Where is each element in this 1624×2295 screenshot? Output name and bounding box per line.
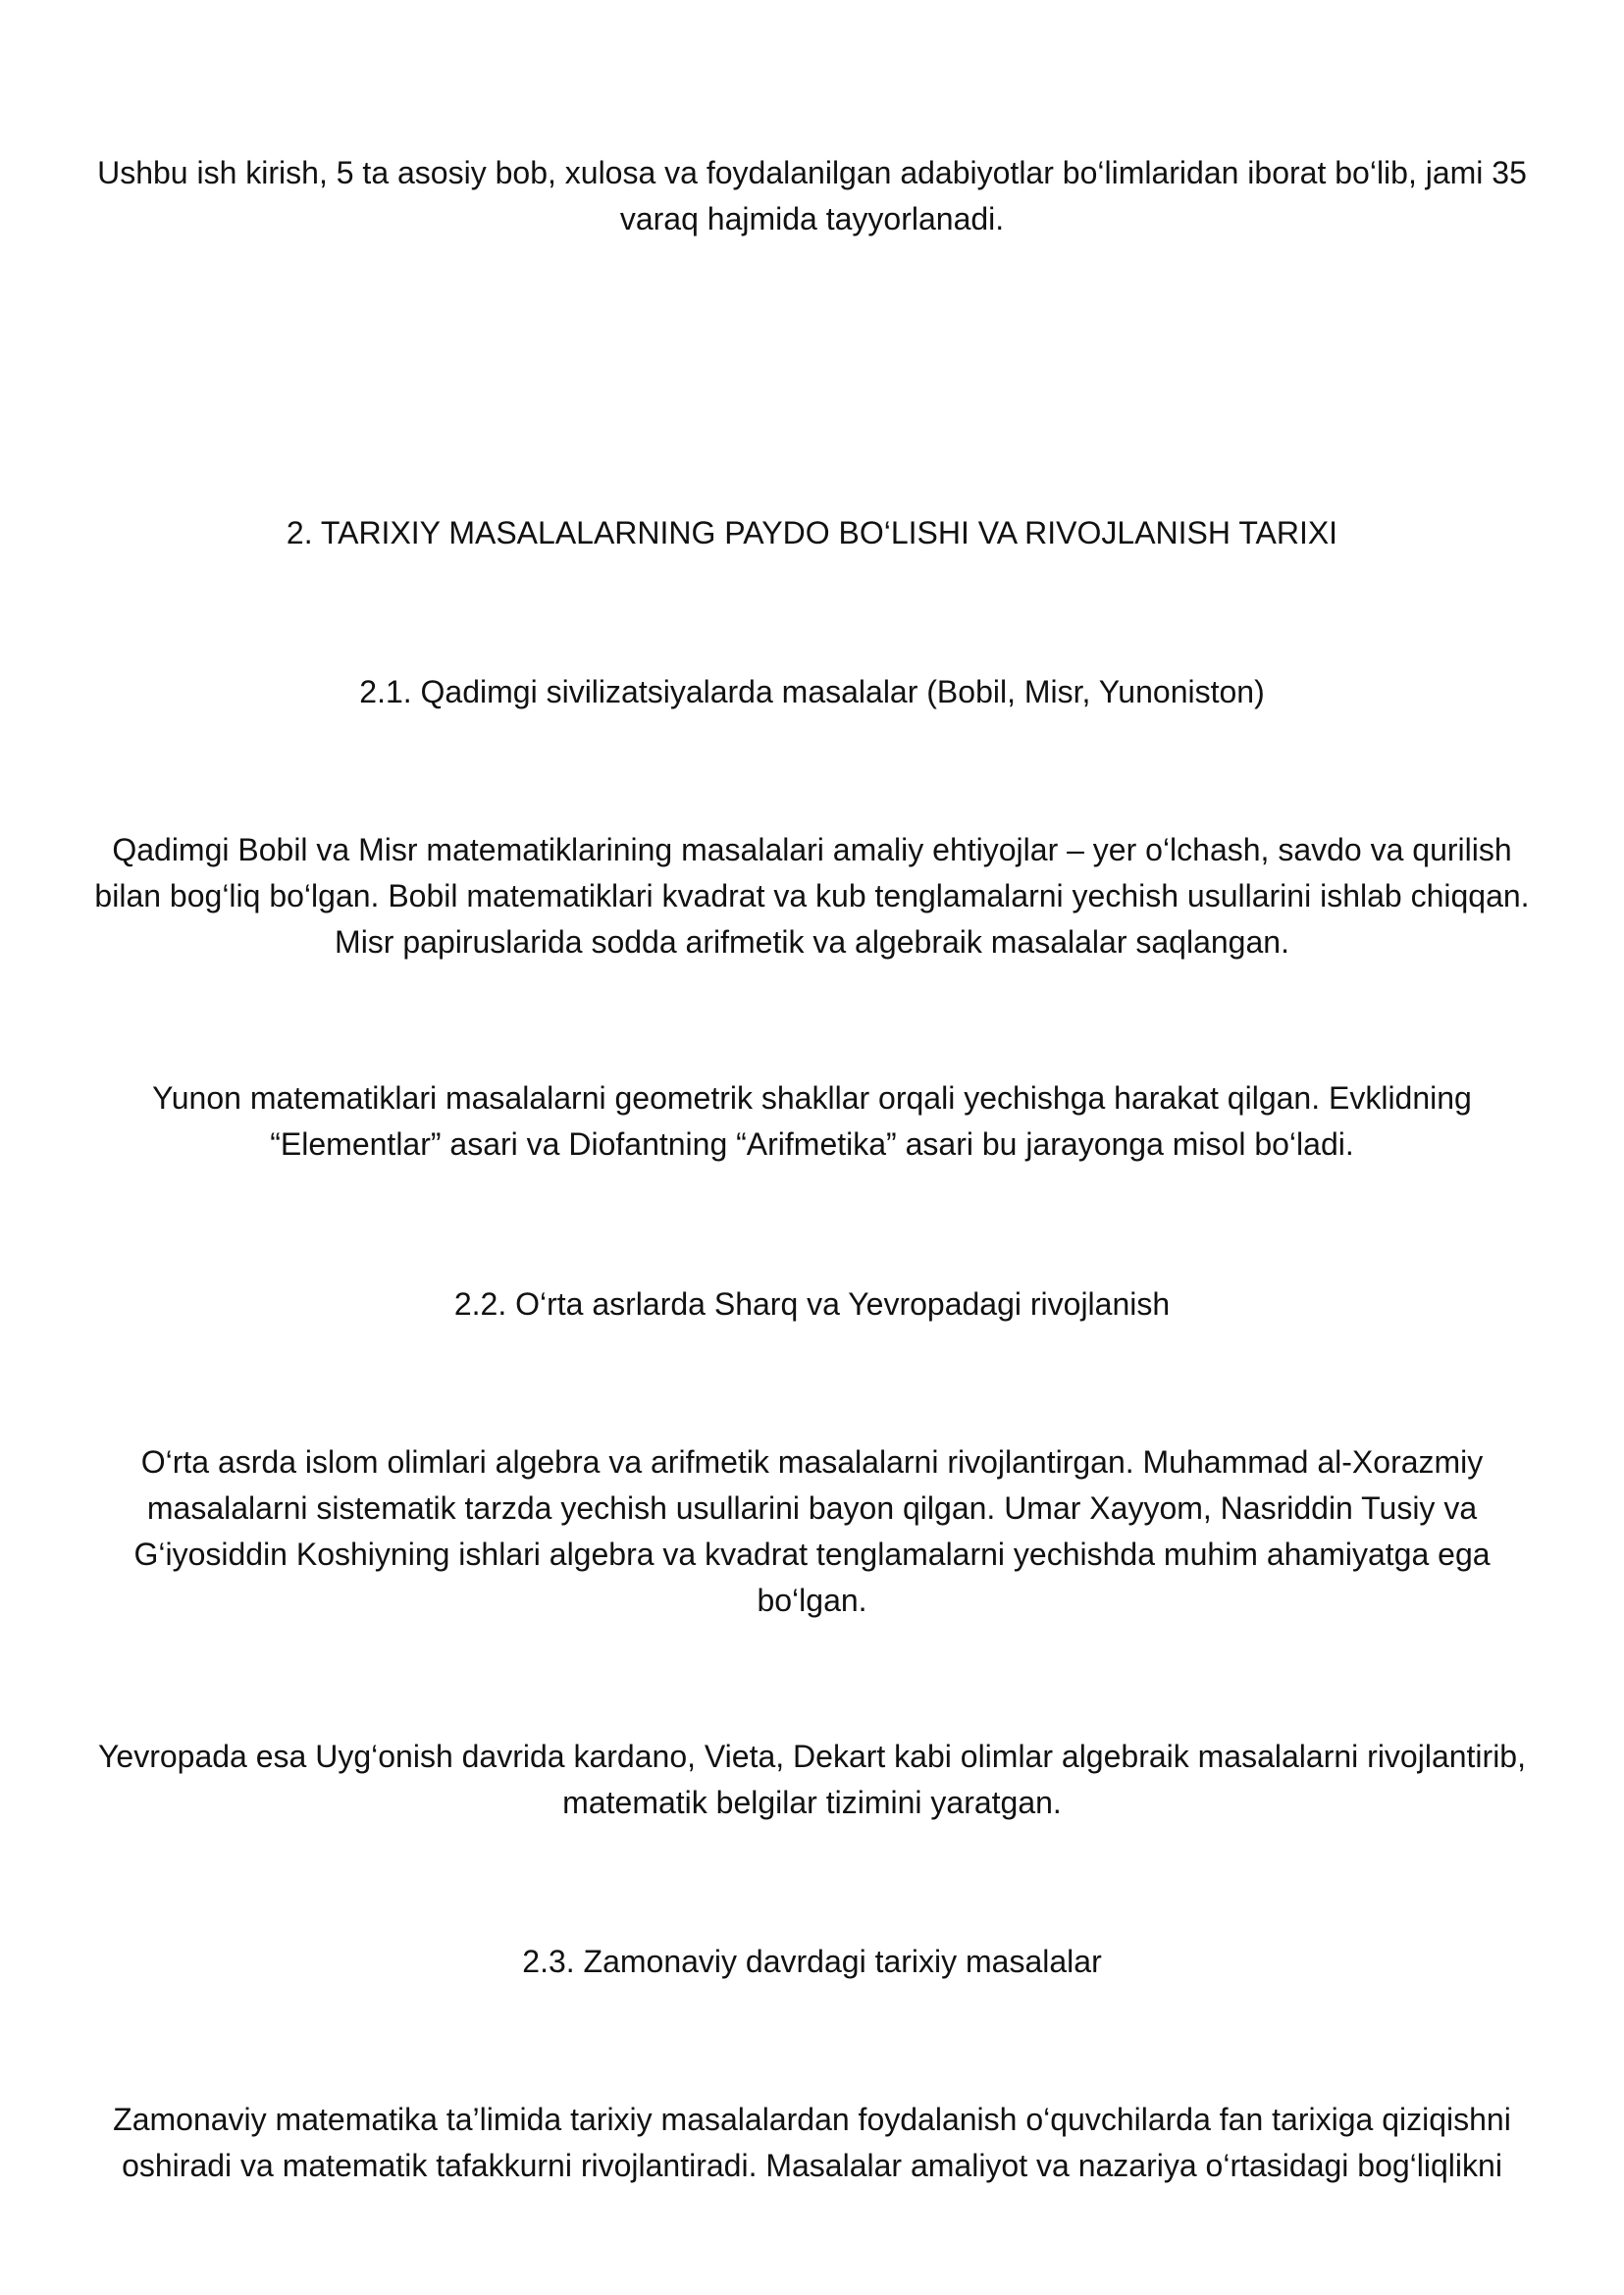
section-title-2-3: 2.3. Zamonaviy davrdagi tarixiy masalalar	[522, 1944, 1102, 1979]
chapter-title: 2. TARIXIY MASALALARNING PAYDO BO‘LISHI VA RIVOJLANISH TARIXI	[286, 515, 1338, 550]
intro-paragraph: Ushbu ish kirish, 5 ta asosiy bob, xulosa va foydalanilgan adabiyotlar bo‘limlaridan iborat bo‘lib, jami 35 varaq hajmida tayyorlanadi.	[97, 155, 1527, 236]
paragraph-2-2-2: Yevropada esa Uyg‘onish davrida kardano, Vieta, Dekart kabi olimlar algebraik masalalarni rivojlantirib, matematik belgilar tizimini yaratgan.	[98, 1739, 1526, 1820]
section-title-2-2: 2.2. O‘rta asrlarda Sharq va Yevropadagi rivojlanish	[453, 1286, 1171, 1322]
paragraph-2-3-1: Zamonaviy matematika ta’limida tarixiy masalalardan foydalanish o‘quvchilarda fan tarixiga qiziqishni oshiradi va matematik tafakkurni rivojlantiradi. Masalalar amaliyot va nazariya o‘rtasidagi bog‘liqlikni	[113, 2102, 1511, 2183]
paragraph-2-1-2: Yunon matematiklari masalalarni geometrik shakllar orqali yechishga harakat qilgan. Evklidning “Elementlar” asari va Diofantning “Arifmetika” asari bu jarayonga misol bo‘ladi.	[152, 1080, 1472, 1162]
section-title-2-1: 2.1. Qadimgi sivilizatsiyalarda masalalar (Bobil, Misr, Yunoniston)	[359, 674, 1265, 709]
paragraph-2-2-1: O‘rta asrda islom olimlari algebra va arifmetik masalalarni rivojlantirgan. Muhammad al-Xorazmiy masalalarni sistematik tarzda yechish usullarini bayon qilgan. Umar Xayyom, Nasriddin Tusiy va G‘iyosiddin Koshiyning ishlari algebra va kvadrat tenglamalarni yechishda muhim ahamiyatga ega bo‘lgan.	[133, 1444, 1491, 1618]
paragraph-2-1-1: Qadimgi Bobil va Misr matematiklarining masalalari amaliy ehtiyojlar – yer o‘lchash, savdo va qurilish bilan bog‘liq bo‘lgan. Bobil matematiklari kvadrat va kub tenglamalarni yechish usullarini ishlab chiqqan. Misr papiruslarida sodda arifmetik va algebraik masalalar saqlangan.	[94, 832, 1530, 960]
